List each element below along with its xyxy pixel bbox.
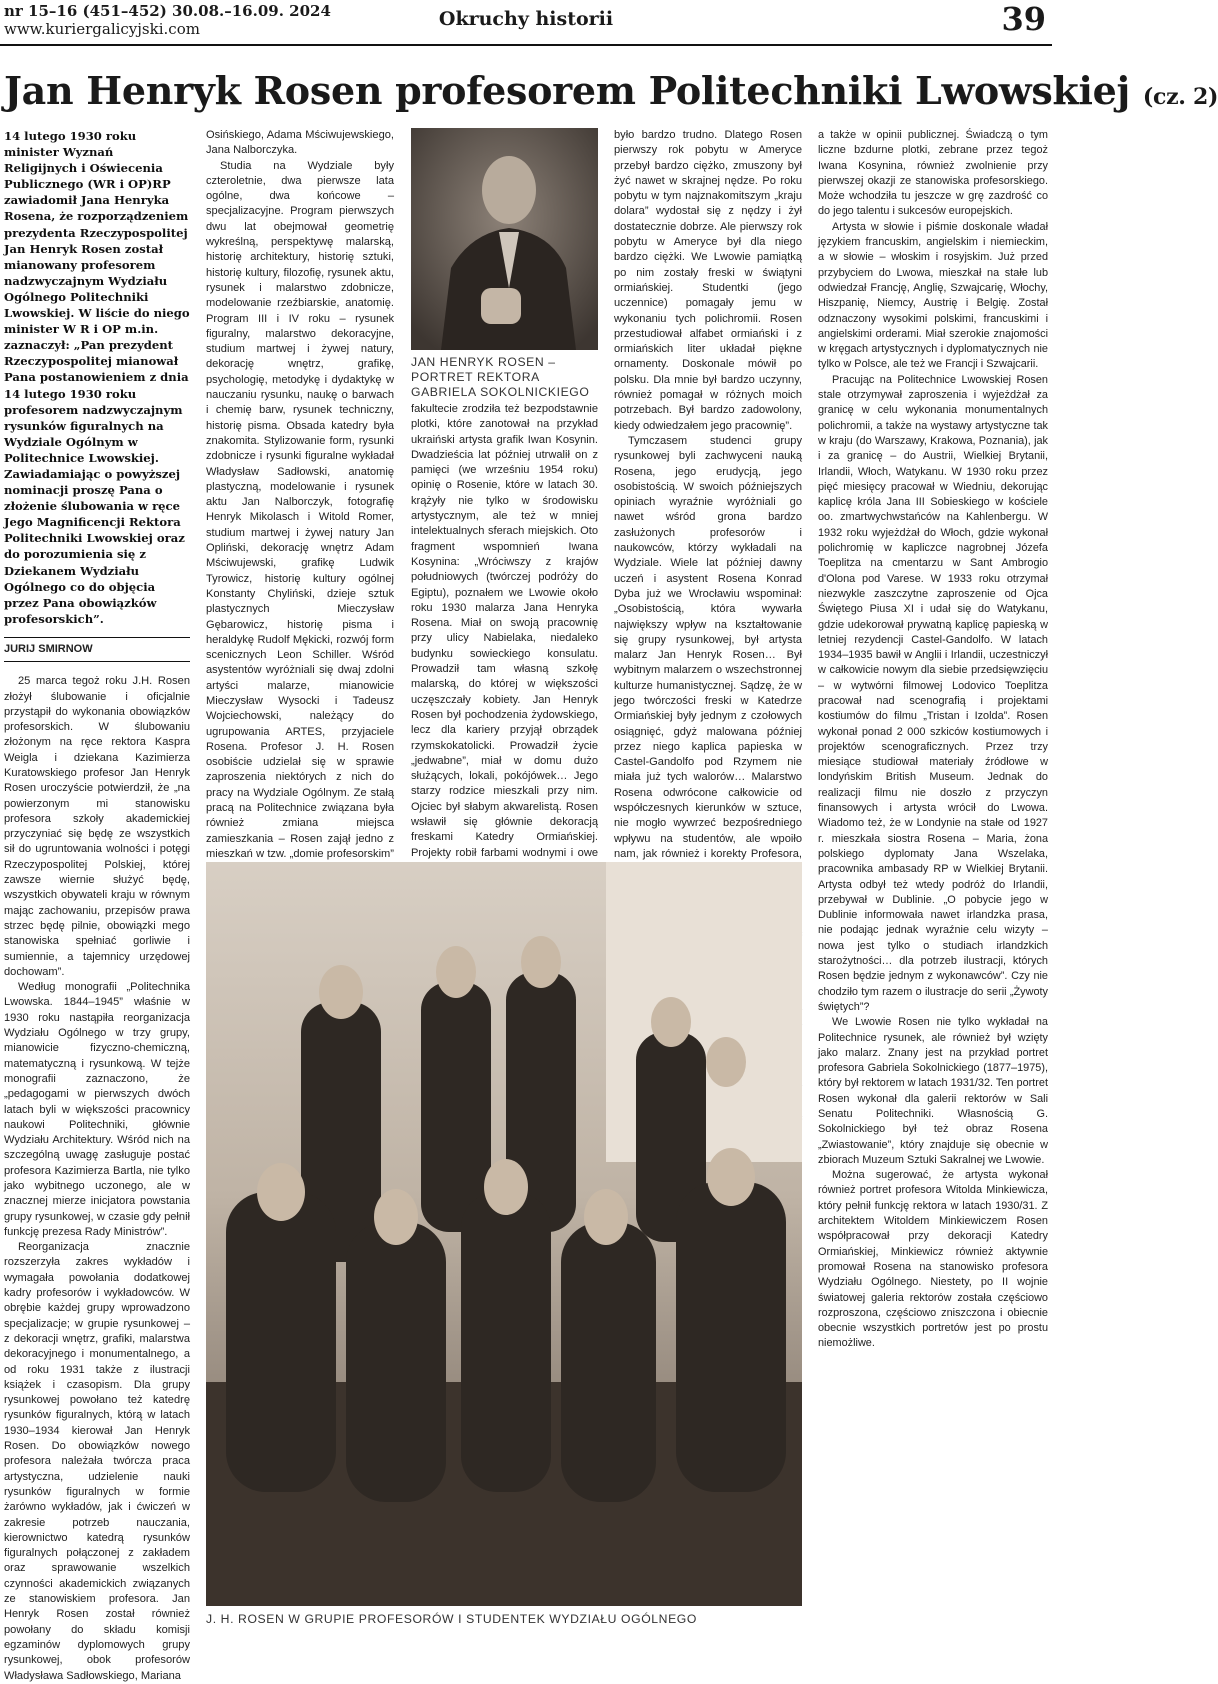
- paragraph: Studia na Wydziale były czteroletnie, dwa pierwsze lata ogólne, dwa końcowe – specjalizacyjne. Program pierwszych dwu lat obejmował geometrię wykreślną, perspektywę malarską, historię architektury, historię sztuki, historię kultury, filozofię, rysunek aktu, rysunek i malarstwo zdobnicze, modelowanie rzeźbiarskie, anatomię. Program III i IV roku – rysunek figuralny, malarstwo dekoracyjne, studium martwej i żywej natury, dekorację wnętrz, grafikę, psychologię, metodykę i dydaktykę w nauczaniu rysunku, naukę o barwach i chemię barw, rysunek techniczny, historię pisma. Obsada katedry była znakomita. Stylizowanie form, rysunki zdobnicze i rysunki figuralne wykładał Władysław Sadłowski, anatomię plastyczną, modelowanie i rysunek aktu Jan Nalborczyk, fotografię Henryk Mikolasch i Witold Romer, studium martwej i żywej natury Jan Opliński, dekorację wnętrz Adam Mściwujewski, grafikę Ludwik Tyrowicz, historię kultury ogólnej Konstanty Chyliński, dzieje sztuk plastycznych Mieczysław Gębarowicz, historię pisma i heraldykę Rudolf Mękicki, rozwój form scenicznych Leon Schiller. Wśród asystentów wyróżniali się dwaj zdolni artyści malarze, mianowicie Mieczysław Wysocki i Tadeusz Wojciechowski, należący do ugrupowania ARTES, przyjaciele Rosena. Profesor J. H. Rosen osobiście udzielał się w sprawie zaproszenia niektórych z nich do pracy na Wydziale Ogólnym. Ze stałą pracą na Politechnice związana była również zmiana miejsca zamieszkania – Rosen zajął jedno z mieszkań w tzw. „domie profesorskim”: [206, 159, 394, 860]
- column-5-text: [818, 128, 1048, 1352]
- paragraph: Można sugerować, że artysta wykonał również portret profesora Witolda Minkiewicza, który pełnił funkcję rektora w latach 1930/31. Z architektem Witoldem Minkiewiczem Rosen współpracował przy dekoracji Katedry Ormiańskiej, Minkiewicz również aktywnie promował Rosena na stanowisko profesora Wydziału Ogólnego. Niestety, po II wojnie światowej galeria rektorów została częściowo rozproszona, częściowo zniszczona i obiecnie obecnie wszystkich portretów jest po prostu niemożliwe.: [818, 1169, 1048, 1350]
- group-photo: [206, 862, 802, 1606]
- portrait-image: [411, 128, 598, 350]
- portrait-photo: [411, 128, 598, 350]
- paragraph: fakultecie zrodziła też bezpodstawnie plotki, które zanotował na przykład ukraiński artysta grafik Iwan Kosynin. Dwadzieścia lat później utrwalił on z pamięci (we wrześniu 1954 roku) opinię o Rosenie, które w latach 30. krążyły nie tylko w środowisku artystycznym, ale też w mniej intelektualnych sferach miejskich. Oto fragment wspomnień Iwana Kosynina: „Wróciwszy z krajów południowych (twórczej podróży do Egiptu), poznałem we Lwowie około roku 1930 malarza Jana Henryka Rosena. Miał on swoją pracownię przy ulicy Nabielaka, niedaleko budynku sowieckiego konsulatu. Prowadził tam własną szkołę malarską, do której w większości uczęszczały kobiety. Jan Henryk Rosen był pochodzenia żydowskiego, lecz dla kariery przyjął obrządek rzymskokatolicki. Prowadził życie „jedwabne”, miał w domu dużo służących, lokali, pokójówek… Jego starzy rodzice mieszkali przy nim. Ojciec był słabym akwarelistą. Rosen wsławił się głównie dekoracją freskami Katedry Ormiańskiej. Projekty robił farbami wodnymi i owe: [411, 403, 598, 859]
- paragraph: Reorganizacja znacznie rozszerzyła zakres wykładów i wymagała powołania dodatkowej kadry profesorów i wykładowców. W obrębie każdej grupy wprowadzono specjalizacje; w grupie rysunkowej – z dekoracji wnętrz, grafiki, malarstwa dekoracyjnego i monumentalnego, a od roku 1931 także z ilustracji książek i czasopism. Dla grupy rysunkowej powołano też katedrę rysunków figuralnych, którą w latach 1930–1934 kierował Jan Henryk Rosen. Do obowiązków nowego profesora należała twórcza praca artystyczna, udzielenie nauki rysunków figuralnych w formie żarówno wykładów, jak i ćwiczeń w zakresie potrzeb nauczania, kierownictwo katedrą rysunków figuralnych połączonej z zakładem oraz sprawowanie wszelkich czynności akademickich związanych ze stanowiskiem profesora. Jan Henryk Rosen został również powołany do składu komisji egzaminów dyplomowych grupy rysunkowej, obok profesorów Władysława Sadłowskiego, Mariana: [4, 1241, 190, 1682]
- section-title: Okruchy historii: [438, 8, 614, 30]
- paragraph: Artysta w słowie i piśmie doskonale władał językiem francuskim, angielskim i niemieckim, a w słowie – włoskim i rosyjskim. Już przed przybyciem do Lwowa, mieszkał na stałe lub odwiedzał Francję, Anglię, Szwajcarię, Włochy, Hiszpanię, Niemcy, Austrię i Belgię. Został odznaczony wysokimi polskimi, francuskimi i angielskimi orderami. Miał szerokie znajomości w kręgach artystycznych i dyplomatycznych nie tylko w Polsce, ale też we Francji i Szwajcarii.: [818, 220, 1048, 371]
- issue-number: nr 15–16 (451–452) 30.08.–16.09. 2024: [4, 2, 331, 20]
- article-title-part: (cz. 2): [1142, 84, 1218, 110]
- column-5: [818, 128, 1048, 1352]
- paragraph: Według monografii „Politechnika Lwowska. 1844–1945” właśnie w 1930 roku nastąpiła reorganizacja Wydziału Ogólnego w trzy grupy, mianowicie fizyczno-chemiczną, matematyczną i rysunkową. W tejże monografii zaznaczono, że „pedagogami w pierwszych dwóch latach byli w większości pracownicy naukowi Politechniki, głównie Wydziału Architektury. Wśród nich na szczególną uwagę zasługuje postać profesora Kazimierza Bartla, nie tylko jako wybitnego uczonego, ale w znacznej mierze inicjatora powstania grupy rysunkowej, w czasie gdy pełnił funkcję prezesa Rady Ministrów”.: [4, 981, 190, 1238]
- portrait-caption: JAN HENRYK ROSEN – PORTRET REKTORA GABRIELA SOKOLNICKIEGO: [411, 355, 590, 399]
- paragraph: Tymczasem studenci grupy rysunkowej byli zachwyceni nauką Rosena, jego erudycją, jego osobistością. W swoich późniejszych opiniach wyraźnie wyróżniali go nawet wśród grona bardzo zasłużonych profesorów i naukowców, którzy wykładali na Wydziale. Wiele lat później dawny uczeń i asystent Rosena Konrad Dyba już we Wrocławiu wspominał: „Osobistością, która wywarła największy wpływ na kształtowanie się grupy rysunkowej, był artysta malarz Jan Henryk Rosen… Był wybitnym malarzem o wszechstronnej kulturze humanistycznej. Sądzę, że w jego twórczości freski w Katedrze Ormiańskiej były jednym z czołowych osiągnięć, gdyż malowana później przez niego kaplica papieska w Castel-Gandolfo pod Rzymem nie miała już tych walorów… Malarstwo Rosena odwrócone całkowicie od współczesnych kierunków w sztuce, nie mogło wywrzeć bezpośredniego wpływu na studentów, ale wpoiło nam, jak również i korekty Profesora,: [614, 434, 802, 860]
- column-1-text: [4, 674, 190, 1684]
- page-header: [0, 0, 1052, 46]
- page-number: 39: [1001, 0, 1046, 38]
- paragraph: 25 marca tegoż roku J.H. Rosen złożył ślubowanie i oficjalnie przystąpił do wykonania obowiązków profesorskich. W ślubowaniu złożonym na ręce rektora Kaspra Weigla i dziekana Kazimierza Kuratowskiego profesor Jan Henryk Rosen uroczyście potwierdził, że „na powierzonym mi stanowisku profesora szkoły akademickiej przyczyniać się będę ze wszystkich sił do ugruntowania wolności i potęgi Rzeczypospolitej Polskiej, której zawsze wiernie służyć będę, wszystkich obywateli kraju w równym mając zachowaniu, przepisów prawa strzec będę pilnie, obowiązki mego stanowiska spełniać gorliwie i sumiennie, a tajemnicy urzędowej dochowam”.: [4, 675, 190, 978]
- site-url[interactable]: www.kuriergalicyjski.com: [4, 20, 200, 38]
- group-photo-caption: J. H. ROSEN W GRUPIE PROFESORÓW I STUDENTEK WYDZIAŁU OGÓLNEGO: [206, 1612, 697, 1626]
- group-photo-image: [206, 862, 802, 1606]
- paragraph: Pracując na Politechnice Lwowskiej Rosen stale otrzymywał zaproszenia i wyjeżdżał za granicę w celu wykonania monumentalnych polichromii, a także na wystawy artystyczne tak w kraju (do Warszawy, Krakowa, Poznania), jak i za granicę – do Austrii, Wielkiej Brytanii, Irlandii, Włoch, Watykanu. W 1930 roku przez pięć miesięcy pracował w Wiedniu, dekorując kaplicę króla Jana III Sobieskiego w kościele oo. zmartwychwstańców na Kahlenbergu. W 1932 roku wyjeżdżał do Włoch, gdzie wykonał polichromię w kapliczce nagrobnej Józefa Toeplitza na cmentarzu w Sant Ambrogio d'Olona pod Varese. W 1933 roku otrzymał niezwykle zaszczytne zaproszenie od Ojca Świętego Piusa XI i udał się do Watykanu, gdzie udekorował prywatną kaplicę papieską w letniej rezydencji Castel-Gandolfo. W latach 1934–1935 bawił w Anglii i Irlandii, uczestniczył w całkowicie nowym dla siebie przedsięwzięciu – w wytwórni filmowej Lodovico Toeplitza pracował nad scenografią i projektami kostiumów do filmu „Tristan i Izolda”. Rosen wykonał ponad 2 000 szkiców kostiumowych i projektów scenograficznych. Przez trzy miesiące studiował materiały źródłowe w londyńskim British Museum. Jednak do realizacji filmu nie doszło z przyczyn finansowych i artysta wrócił do Lwowa. Wiadomo też, że w Londynie na stałe od 1927 r. mieszkała siostra Rosena – Maria, żona polskiego dyplomaty Jana Wszelaka, pracownika ambasady RP w Wielkiej Brytanii. Artysta odbył też wtedy podróż do Irlandii, przebywał w Dublinie. „O pobycie jego w Dublinie informowała nawet irlandzka prasa, nie podając jednak wyraźnie celu wizyty – nowa jest tylko o studiach irlandzkich starożytności… dla potrzeb ilustracji, których Rosen będzie jednym z wykonawców”. Czy nie chodziło tym razem o ilustracje do serii „Żywoty świętych”?: [818, 373, 1048, 1013]
- paragraph: We Lwowie Rosen nie tylko wykładał na Politechnice rysunek, ale również był wzięty jako malarz. Znany jest na przykład portret profesora Gabriela Sokolnickiego (1877–1975), który był rektorem w latach 1931/32. Ten portret Rosen wykonał dla galerii rektorów w Sali Senatu Politechniki. Własnością G. Sokolnickiego był też obraz Rosena „Zwiastowanie”, który znajduje się obecnie w zbiorach Muzeum Sztuki Sakralnej we Lwowie.: [818, 1016, 1048, 1166]
- paragraph: a także w opinii publicznej. Świadczą o tym liczne bzdurne plotki, zebrane przez tegoż Iwana Kosynina, również zwolnienie przy pierwszej okazji ze stanowiska profesorskiego. Może wchodziła tu jeszcze w grę zazdrość co do jego talentu i sukcesów europejskich.: [818, 129, 1048, 218]
- paragraph: Osińskiego, Adama Mściwujewskiego, Jana Nalborczyka.: [206, 129, 394, 157]
- article-title: [4, 68, 1218, 113]
- article-lead: 14 lutego 1930 roku minister Wyznań Religijnych i Oświecenia Publicznego (WR i OP)RP zawiadomił Jana Henryka Rosena, że rozporządzeniem prezydenta Rzeczypospolitej Jan Henryk Rosen został mianowany profesorem nadzwyczajnym Wydziału Ogólnego Politechniki Lwowskiej. W liście do niego minister W R i OP m.in. zaznaczył: „Pan prezydent Rzeczypospolitej mianował Pana postanowieniem z dnia 14 lutego 1930 roku profesorem nadzwyczajnym rysunków figuralnych na Wydziale Ogólnym w Politechnice Lwowskiej. Zawiadamiając o powyższej nominacji proszę Pana o złożenie ślubowania w ręce Jego Magnificencji Rektora Politechniki Lwowskiej oraz do porozumienia się z Dziekanem Wydziału Ogólnego co do objęcia przez Pana obowiązków profesorskich”.: [4, 129, 190, 626]
- article-author: JURIJ SMIRNOW: [4, 637, 190, 662]
- article-title-main: Jan Henryk Rosen profesorem Politechniki Lwowskiej: [4, 68, 1130, 113]
- column-1: [4, 128, 190, 1684]
- paragraph: było bardzo trudno. Dlatego Rosen pierwszy rok pobytu w Ameryce przebył bardzo ciężko, zmuszony był żyć nawet w skrajnej nędze. Po roku pobytu w tym najznakomitszym „kraju dolara” wydostał się z nędzy i żył dostatecznie dobrze. Ale pierwszy rok pobytu w Ameryce był dla niego bardzo ciężki. We Lwowie pamiątką po nim zostały freski w świątyni ormiańskiej. Studentki (jego uczennice) pomagały jemu w wykonaniu tych polichromii. Rosen przestudiował alfabet ormiański i z ormiańskich liter układał piękne ornamenty. Doskonale mówił po polsku. Dla mnie był bardzo uczynny, również pomagał w różnych moich potrzebach. Był bardzo zadowolony, kiedy odwiedzałem jego pracownię”.: [614, 129, 802, 432]
